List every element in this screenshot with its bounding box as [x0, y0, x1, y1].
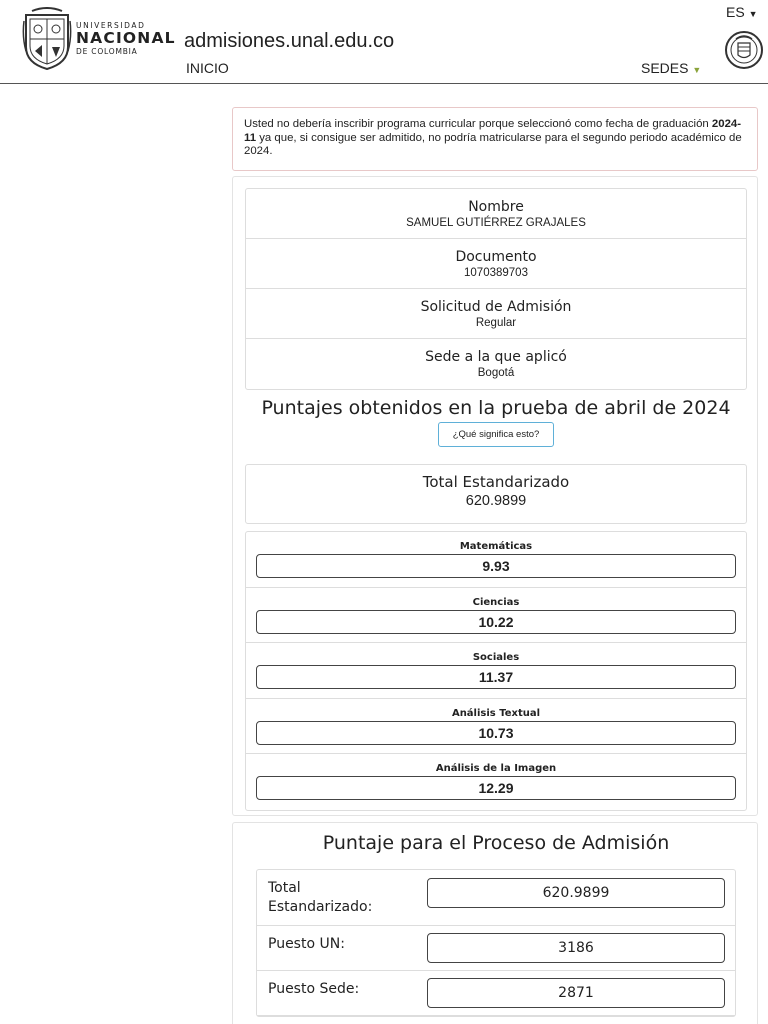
site-header [0, 0, 768, 84]
subject-row-matematicas [246, 532, 746, 588]
alert-text-after: ya que, si consigue ser admitido, no podría matricularse para el segundo periodo académico de 2024. [244, 131, 742, 157]
info-value: SAMUEL GUTIÉRREZ GRAJALES [406, 217, 586, 229]
language-dropdown[interactable] [726, 4, 758, 20]
logo-line-1: UNIVERSIDAD [76, 21, 146, 30]
subject-label: Análisis de la Imagen [435, 763, 557, 775]
admission-label: Puesto UN: [268, 936, 345, 952]
info-row-nombre [246, 189, 746, 239]
subject-label: Análisis Textual [451, 707, 541, 719]
colombia-coat-of-arms-icon [724, 27, 764, 73]
subject-row-analisis-textual [246, 699, 746, 755]
subject-score-field: 11.37 [256, 665, 736, 689]
admission-label: Total Estandarizado: [268, 880, 373, 915]
info-value: Regular [475, 317, 517, 329]
info-label: Documento [455, 249, 537, 265]
language-label: ES [726, 4, 745, 20]
logo-line-2: NACIONAL [76, 29, 176, 47]
info-label: Sede a la que aplicó [425, 349, 567, 365]
logo-text [76, 21, 176, 56]
info-label: Solicitud de Admisión [420, 299, 572, 315]
subject-label: Sociales [472, 652, 520, 664]
what-does-this-mean-button[interactable]: ¿Qué significa esto? [438, 422, 554, 447]
subject-scores-list [245, 531, 747, 811]
subject-score-field: 12.29 [256, 776, 736, 800]
admission-value-field: 620.9899 [427, 878, 725, 908]
alert-graduation-date: 2024-11 [244, 118, 742, 144]
applicant-info-table [245, 188, 747, 390]
admission-value-field: 2871 [427, 978, 725, 1008]
graduation-warning-alert [232, 107, 758, 171]
unal-logo[interactable] [22, 7, 176, 73]
admission-row-puesto-un [257, 926, 735, 971]
info-row-solicitud [246, 289, 746, 339]
sedes-label: SEDES [641, 60, 689, 76]
total-standardized-box [245, 464, 747, 524]
subject-score-field: 9.93 [256, 554, 736, 578]
alert-text-before: Usted no debería inscribir programa curricular porque seleccionó como fecha de graduación [244, 118, 712, 130]
admission-score-panel [232, 822, 758, 1024]
subject-score-field: 10.22 [256, 610, 736, 634]
caret-down-icon: ▼ [748, 9, 758, 19]
admission-label: Puesto Sede: [268, 981, 360, 997]
subject-label: Ciencias [472, 596, 520, 608]
sedes-dropdown[interactable] [641, 60, 701, 76]
info-value: 1070389703 [464, 267, 528, 279]
admission-row-puesto-sede [257, 971, 735, 1016]
logo-line-3: DE COLOMBIA [76, 47, 138, 56]
results-panel [232, 176, 758, 816]
university-seal-icon [22, 7, 72, 71]
subject-row-sociales [246, 643, 746, 699]
total-standardized-label: Total Estandarizado [422, 473, 570, 491]
info-row-documento [246, 239, 746, 289]
total-standardized-value: 620.9899 [465, 493, 527, 509]
subject-label: Matemáticas [459, 541, 533, 552]
scores-title: Puntajes obtenidos en la prueba de abril de 2024 [261, 397, 731, 419]
admission-score-table [256, 869, 736, 1017]
admission-value-field: 3186 [427, 933, 725, 963]
info-row-sede [246, 339, 746, 389]
site-title[interactable]: admisiones.unal.edu.co [184, 30, 395, 52]
info-label: Nombre [468, 199, 524, 215]
caret-down-icon: ▼ [692, 65, 702, 75]
admission-row-total [257, 870, 735, 926]
subject-row-analisis-imagen [246, 754, 746, 810]
admission-title: Puntaje para el Proceso de Admisión [322, 832, 670, 854]
info-value: Bogotá [477, 367, 515, 379]
nav-inicio-link[interactable]: INICIO [186, 60, 229, 76]
subject-row-ciencias [246, 588, 746, 644]
subject-score-field: 10.73 [256, 721, 736, 745]
